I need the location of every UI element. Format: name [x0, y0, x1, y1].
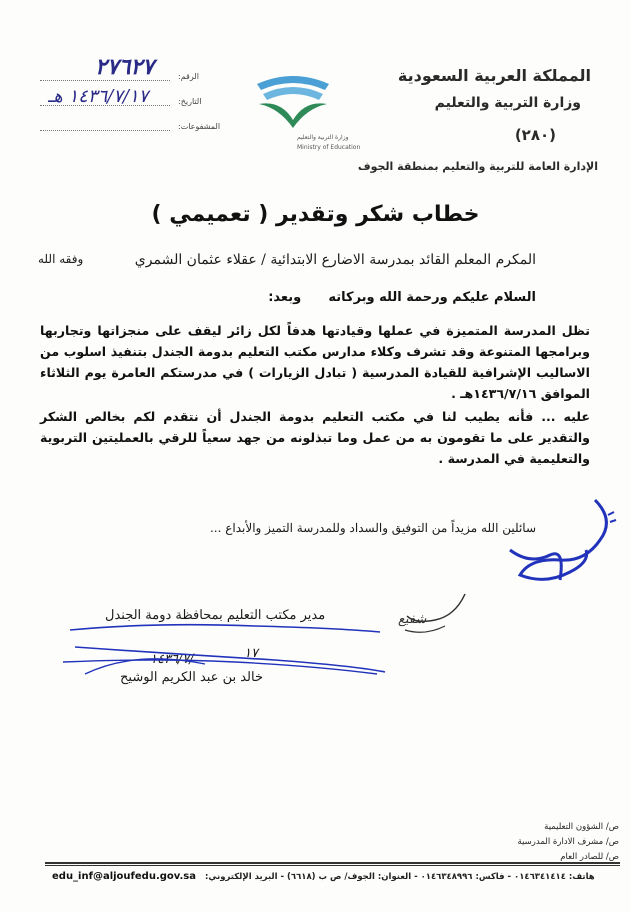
copy-item: ص/ للصادر العام [560, 852, 619, 862]
ministry-name: وزارة التربية والتعليم [434, 95, 581, 111]
logo-caption-en: Ministry of Education [297, 144, 361, 151]
sign-date: ١٤٣٦/٧/ [150, 652, 194, 667]
body-paragraph-2: عليه ... فأنه يطيب لنا في مكتب التعليم بدومة الجندل أن نتقدم لكم بخالص الشكر والتقدير على ما تقومون به من عمل وما تبذلونه من جهد سعياً للرقي بالعمليتين التربوية والتعليمية في المدرسة . [40, 409, 590, 466]
footer-email[interactable]: edu_inf@aljoufedu.gov.sa [52, 871, 196, 882]
footer-rule [45, 862, 620, 864]
department-name: الإدارة العامة للتربية والتعليم بمنطقة الجوف [357, 160, 598, 173]
body-paragraph-1: تظل المدرسة المتميزة في عملها وقيادتها هدفاً لكل زائر ليقف على منجزاتها وتجاربها وبرامجها المتنوعة وقد تشرف وكلاء مدارس مكتب التعليم بدومة الجندل بتنفيذ اسلوب من الاساليب الإشرافية للقيادة المدرسية ( تبادل الزيارات ) في مدرستكم العامرة يوم الثلاثاء الموافق ١٤٣٦/٧/١٦هـ . [40, 323, 590, 401]
greeting: السلام عليكم ورحمة الله وبركاته وبعد: [268, 290, 536, 305]
logo-caption-ar: وزارة التربية والتعليم [297, 134, 349, 141]
ministry-emblem-icon [245, 70, 341, 130]
closing-line: سائلين الله مزيداً من التوفيق والسداد وللمدرسة التميز والأبداع ... [209, 521, 536, 535]
director-title: مدير مكتب التعليم بمحافظة دومة الجندل [105, 608, 326, 623]
date-label: التاريخ: [178, 97, 202, 106]
attachments-line [40, 130, 170, 131]
recipient-closing: وفقه الله [38, 252, 84, 266]
director-signature-icon [55, 612, 395, 702]
number-label: الرقم: [178, 72, 199, 81]
ministry-logo [245, 70, 361, 154]
main-signature-icon [490, 490, 620, 600]
footer-contact: هاتف: ٠١٤٦٣٤١٤١٤ - فاكس: ٠١٤٦٣٤٨٩٩٦ - العنوان: الجوف/ ص ب (٦٦١٨) - البريد الإلكتروني: [205, 872, 595, 882]
copies-list [518, 820, 619, 865]
initials-note: شفيع [398, 612, 427, 627]
letter-meta [40, 54, 221, 140]
copy-item: ص/ مشرف الادارة المدرسية [517, 837, 619, 847]
sign-day: ١٧ [244, 646, 258, 661]
letter-title: خطاب شكر وتقدير ( تعميمي ) [151, 202, 480, 227]
number-value: ٢٧٦٢٧ [95, 54, 155, 80]
number-line [40, 80, 170, 81]
attachments-label: المشفوعات: [178, 122, 221, 131]
kingdom-name: المملكة العربية السعودية [397, 66, 591, 85]
office-code: (٢٨٠) [514, 126, 556, 144]
date-value: ١٤٣٦/٧/١٧ هـ [48, 86, 149, 107]
director-name: خالد بن عبد الكريم الوشيح [120, 670, 264, 685]
recipient-line: المكرم المعلم القائد بمدرسة الاضارع الابتدائية / عقلاء عثمان الشمري [134, 252, 536, 268]
copy-item: ص/ الشؤون التعليمية [544, 822, 619, 832]
footer-rule-thin [45, 865, 620, 866]
